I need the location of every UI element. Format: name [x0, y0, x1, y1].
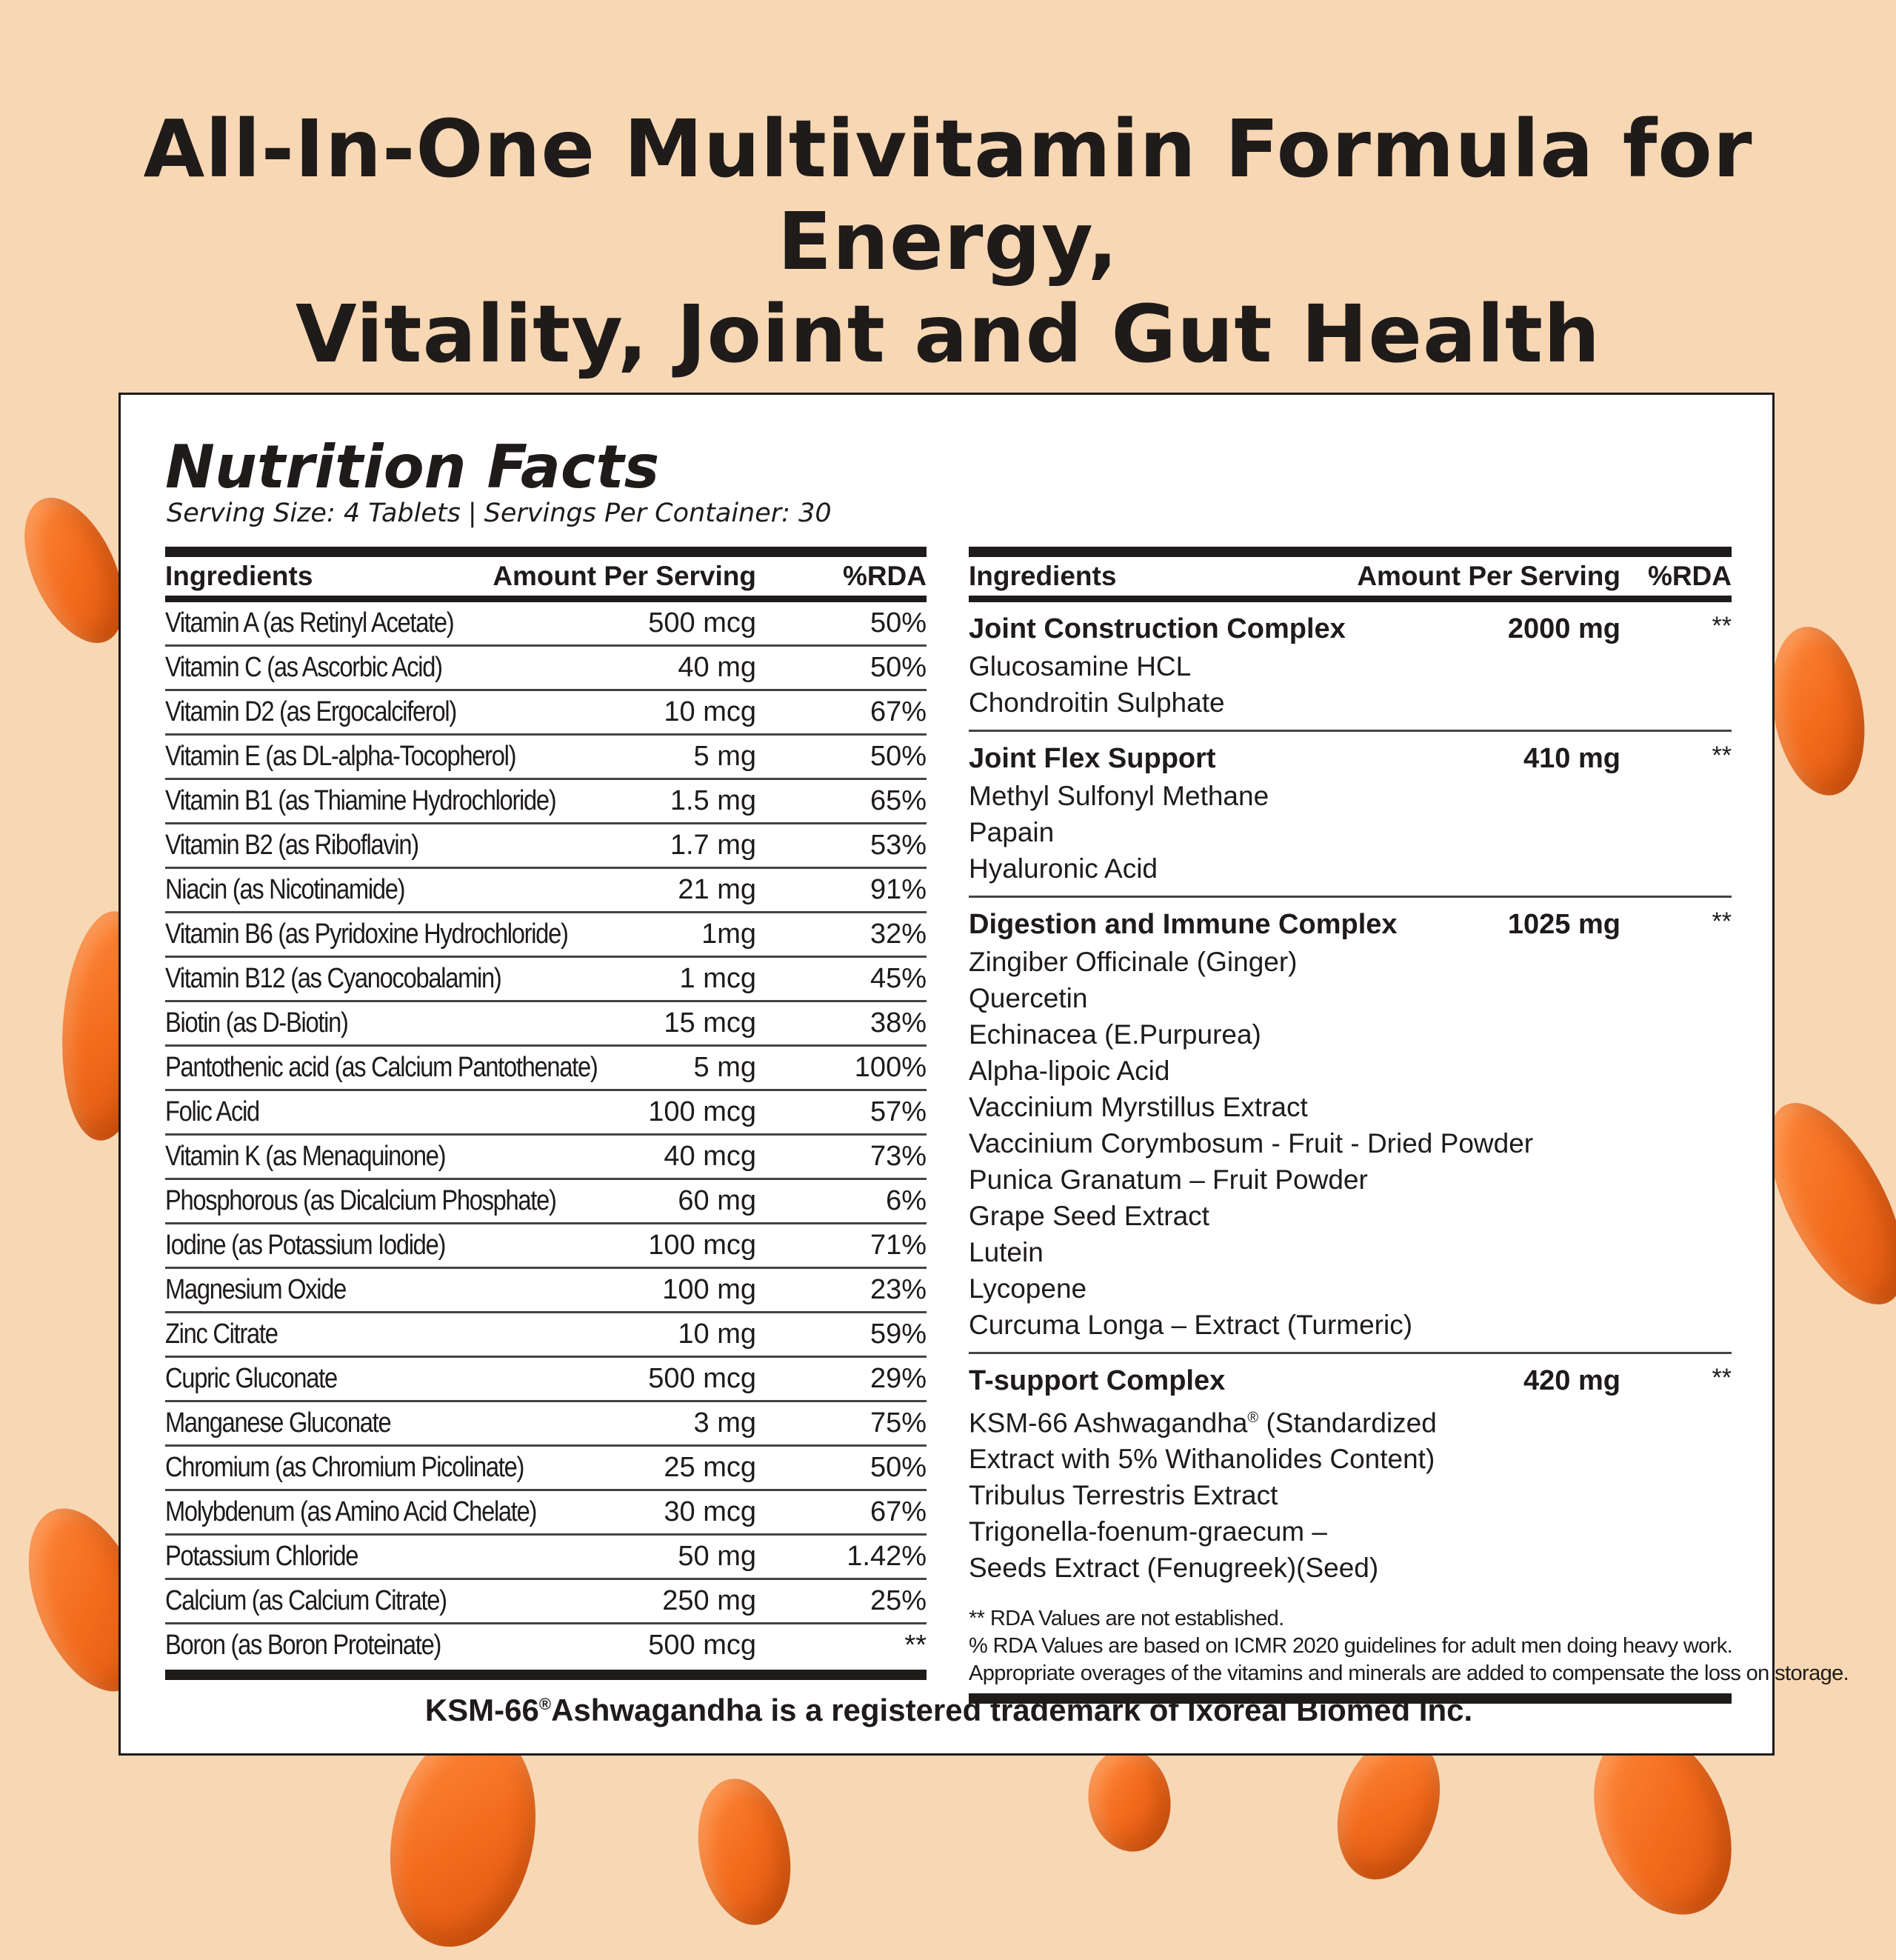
ingredient-amount: 30 mcg: [664, 1496, 756, 1527]
trademark-text: Ashwagandha is a registered trademark of Ixoreal Biomed Inc.: [551, 1693, 1473, 1727]
ingredient-rda: 29%: [869, 1363, 927, 1394]
ingredient-rda: 67%: [869, 696, 927, 727]
headline: [0, 104, 1896, 381]
registered-mark: ®: [538, 1695, 552, 1713]
ingredient-name: Manganese Gluconate: [165, 1407, 391, 1439]
table-top-rule: [165, 547, 927, 557]
ingredient-rda: 50%: [869, 652, 927, 683]
ingredient-rda: 50%: [869, 1452, 927, 1483]
tablet-image: [1081, 1742, 1179, 1859]
complex-item: Lycopene: [969, 1273, 1087, 1304]
complex-header: [969, 739, 1732, 778]
complex-amount: 420 mg: [1523, 1365, 1620, 1396]
ingredient-rda: 6%: [886, 1185, 927, 1216]
table-row: [165, 1224, 927, 1269]
complex-name: Joint Flex Support: [969, 743, 1216, 774]
complex-amount: 410 mg: [1523, 743, 1620, 774]
ingredient-amount: 40 mcg: [664, 1141, 756, 1172]
ingredient-name: Iodine (as Potassium Iodide): [165, 1230, 446, 1261]
ingredient-amount: 25 mcg: [664, 1452, 756, 1483]
ingredient-name: Vitamin B12 (as Cyanocobalamin): [165, 963, 501, 994]
table-bottom-rule: [165, 1670, 927, 1680]
ingredient-rda: 23%: [869, 1274, 927, 1305]
complex-name: T-support Complex: [969, 1365, 1226, 1396]
table-row: [165, 1002, 927, 1047]
complex-item: Chondroitin Sulphate: [969, 687, 1225, 718]
complex-item: Glucosamine HCL: [969, 651, 1192, 681]
ingredient-name: Vitamin K (as Menaquinone): [165, 1141, 446, 1172]
ingredient-name: Folic Acid: [165, 1096, 259, 1127]
table-row: [165, 1358, 927, 1402]
ingredient-name: Phosphorous (as Dicalcium Phosphate): [165, 1185, 556, 1216]
complex-item: Vaccinium Myrstillus Extract: [969, 1092, 1308, 1122]
ingredient-amount: 60 mg: [678, 1185, 756, 1216]
ingredient-amount: 15 mcg: [664, 1007, 756, 1039]
ingredient-amount: 10 mg: [678, 1319, 756, 1350]
complex-name: Digestion and Immune Complex: [969, 909, 1398, 940]
table-row: [165, 1269, 927, 1313]
table-row: [165, 602, 927, 647]
ingredient-amount: 500 mcg: [648, 607, 756, 639]
nutrition-facts-card: [118, 393, 1849, 1756]
complex-group: [969, 1354, 1732, 1595]
ingredient-amount: 1.5 mg: [670, 785, 756, 816]
ingredient-amount: 100 mg: [662, 1274, 756, 1305]
footnote: ** RDA Values are not established.: [969, 1607, 1284, 1631]
ingredient-name: Chromium (as Chromium Picolinate): [165, 1452, 524, 1483]
ingredient-rda: 50%: [869, 741, 927, 772]
ksm-description: (Standardized: [1258, 1407, 1437, 1439]
table-row: [165, 1402, 927, 1447]
ingredient-rda: 50%: [869, 607, 927, 639]
complex-item: Papain: [969, 817, 1055, 847]
ingredient-name: Vitamin A (as Retinyl Acetate): [165, 607, 454, 639]
ingredient-amount: 3 mg: [693, 1407, 756, 1439]
ingredient-name: Vitamin C (as Ascorbic Acid): [165, 652, 442, 683]
servings-per-container: Servings Per Container: 30: [484, 499, 832, 528]
nutrition-facts-title: Nutrition Facts: [165, 433, 660, 501]
table-row: [165, 1491, 927, 1536]
header-ingredients: Ingredients: [969, 561, 1117, 591]
complex-amount: 2000 mg: [1507, 613, 1620, 644]
complex-item: Methyl Sulfonyl Methane: [969, 781, 1269, 811]
complex-item: Tribulus Terrestris Extract: [969, 1480, 1278, 1511]
table-row: [165, 869, 927, 913]
table-row: [165, 1136, 927, 1180]
trademark-note: [121, 1684, 1777, 1731]
trademark-brand: KSM-66: [424, 1693, 539, 1727]
complex-name: Joint Construction Complex: [969, 613, 1346, 644]
ingredient-name: Zinc Citrate: [165, 1319, 278, 1350]
table-row: [165, 691, 927, 736]
ingredient-amount: 5 mg: [693, 741, 756, 772]
table-header-rule: [969, 596, 1732, 602]
complex-item: Grape Seed Extract: [969, 1201, 1209, 1231]
table-row: [165, 1091, 927, 1136]
table-row: [165, 958, 927, 1002]
header-rda: %RDA: [842, 561, 927, 591]
footnotes: [969, 1605, 1849, 1687]
tablet-image: [686, 1770, 804, 1934]
ingredient-amount: 250 mg: [662, 1585, 756, 1616]
ingredient-name: Biotin (as D-Biotin): [165, 1007, 348, 1039]
ingredient-rda: 53%: [869, 830, 927, 861]
tablet-image: [1760, 619, 1877, 802]
table-top-rule: [969, 547, 1732, 557]
complex-rda: **: [1712, 907, 1732, 936]
ingredient-rda: 67%: [869, 1496, 927, 1527]
ingredient-name: Boron (as Boron Proteinate): [165, 1630, 441, 1661]
table-header: [969, 557, 1732, 596]
table-row: [165, 1180, 927, 1224]
complex-item: Curcuma Longa – Extract (Turmeric): [969, 1310, 1413, 1340]
header-rda: %RDA: [1647, 561, 1732, 591]
ingredient-name: Niacin (as Nicotinamide): [165, 874, 405, 905]
ingredient-name: Vitamin E (as DL-alpha-Tocopherol): [165, 741, 516, 772]
table-row: [165, 1313, 927, 1358]
table-row: [165, 1536, 927, 1580]
complex-item: Alpha-lipoic Acid: [969, 1056, 1170, 1086]
ingredient-rda: 59%: [869, 1319, 927, 1350]
ingredient-name: Vitamin B6 (as Pyridoxine Hydrochloride): [165, 919, 568, 950]
ingredient-rda: 45%: [869, 963, 927, 994]
ingredient-amount: 40 mg: [678, 652, 756, 683]
ingredient-amount: 1mg: [701, 919, 756, 950]
ingredient-rda: 57%: [869, 1096, 927, 1127]
ksm-name: KSM-66 Ashwagandha: [969, 1407, 1248, 1439]
ingredient-rda: 32%: [869, 919, 927, 950]
ingredient-rda: 75%: [869, 1407, 927, 1439]
complex-item: Punica Granatum – Fruit Powder: [969, 1164, 1368, 1195]
table-row: [165, 1624, 927, 1667]
ingredient-name: Vitamin B2 (as Riboflavin): [165, 830, 418, 861]
ingredient-amount: 100 mcg: [648, 1230, 756, 1261]
ingredient-name: Potassium Chloride: [165, 1541, 358, 1572]
complex-item: [969, 1400, 1732, 1441]
ingredient-name: Molybdenum (as Amino Acid Chelate): [165, 1496, 537, 1527]
table-header-rule: [165, 596, 927, 602]
ingredient-rda: 65%: [869, 785, 927, 816]
complex-header: [969, 610, 1732, 648]
serving-size: Serving Size: 4 Tablets: [167, 499, 461, 528]
ingredient-rda: 71%: [869, 1230, 927, 1261]
ingredient-name: Cupric Gluconate: [165, 1363, 337, 1394]
table-row: [165, 647, 927, 691]
ingredient-rda: 100%: [854, 1052, 927, 1083]
complex-item: Hyaluronic Acid: [969, 853, 1158, 884]
registered-mark: ®: [1247, 1410, 1259, 1426]
complex-rda: **: [1712, 612, 1732, 640]
ingredient-name: Calcium (as Calcium Citrate): [165, 1585, 447, 1616]
footnote: % RDA Values are based on ICMR 2020 guidelines for adult men doing heavy work.: [969, 1634, 1733, 1659]
table-row: [165, 780, 927, 824]
complex-item: Echinacea (E.Purpurea): [969, 1019, 1261, 1050]
complex-item: Quercetin: [969, 983, 1088, 1013]
vitamins-rows: [165, 602, 927, 1667]
ingredient-amount: 5 mg: [693, 1052, 756, 1083]
ingredient-amount: 100 mcg: [648, 1096, 756, 1127]
ingredient-amount: 1 mcg: [679, 963, 756, 994]
ingredient-name: Vitamin D2 (as Ergocalciferol): [165, 696, 456, 727]
complex-group: [969, 732, 1732, 898]
ingredient-amount: 21 mg: [678, 874, 756, 905]
ingredient-rda: 38%: [869, 1007, 927, 1039]
complex-amount: 1025 mg: [1507, 909, 1620, 940]
table-row: [165, 913, 927, 958]
ingredient-rda: 25%: [869, 1585, 927, 1616]
ingredient-name: Pantothenic acid (as Calcium Pantothenate): [165, 1052, 598, 1083]
ingredient-name: Vitamin B1 (as Thiamine Hydrochloride): [165, 785, 556, 816]
ingredient-amount: 500 mcg: [648, 1630, 756, 1661]
ingredient-rda: 91%: [869, 874, 927, 905]
complex-group: [969, 602, 1732, 732]
table-row: [165, 824, 927, 869]
complex-item: Extract with 5% Withanolides Content): [969, 1444, 1435, 1475]
ingredient-amount: 500 mcg: [648, 1363, 756, 1394]
serving-info: [167, 497, 832, 530]
header-amount: Amount Per Serving: [1357, 561, 1620, 591]
ingredient-amount: 50 mg: [678, 1541, 756, 1572]
ingredient-rda: 73%: [869, 1141, 927, 1172]
table-row: [165, 1047, 927, 1091]
complex-item: Trigonella-foenum-graecum –: [969, 1516, 1327, 1547]
complex-group: [969, 898, 1732, 1354]
headline-line-1: All-In-One Multivitamin Formula for Energy,: [143, 104, 1753, 288]
table-row: [165, 1580, 927, 1624]
complexes-table: [969, 547, 1849, 1704]
table-row: [165, 736, 927, 780]
ingredient-name: Magnesium Oxide: [165, 1274, 347, 1305]
complex-rda: **: [1712, 741, 1732, 770]
complex-item: Seeds Extract (Fenugreek)(Seed): [969, 1553, 1379, 1584]
complex-item: Vaccinium Corymbosum - Fruit - Dried Powder: [969, 1128, 1534, 1159]
ingredient-rda: **: [904, 1630, 927, 1661]
header-ingredients: Ingredients: [165, 561, 313, 591]
table-header: [165, 557, 927, 596]
table-row: [165, 1447, 927, 1491]
footnote: Appropriate overages of the vitamins and minerals are added to compensate the loss on storage.: [969, 1661, 1849, 1686]
ingredient-amount: 1.7 mg: [670, 830, 756, 861]
complex-header: [969, 1361, 1732, 1400]
complex-item: Lutein: [969, 1237, 1044, 1267]
ingredient-amount: 10 mcg: [664, 696, 756, 727]
complex-rda: **: [1712, 1364, 1732, 1392]
headline-line-2: Vitality, Joint and Gut Health: [295, 289, 1601, 381]
complex-header: [969, 905, 1732, 944]
serving-separator: |: [467, 499, 477, 528]
vitamins-table: [165, 547, 927, 1680]
ingredient-rda: 1.42%: [847, 1541, 927, 1572]
complex-item: Zingiber Officinale (Ginger): [969, 947, 1298, 977]
header-amount: Amount Per Serving: [493, 561, 756, 591]
